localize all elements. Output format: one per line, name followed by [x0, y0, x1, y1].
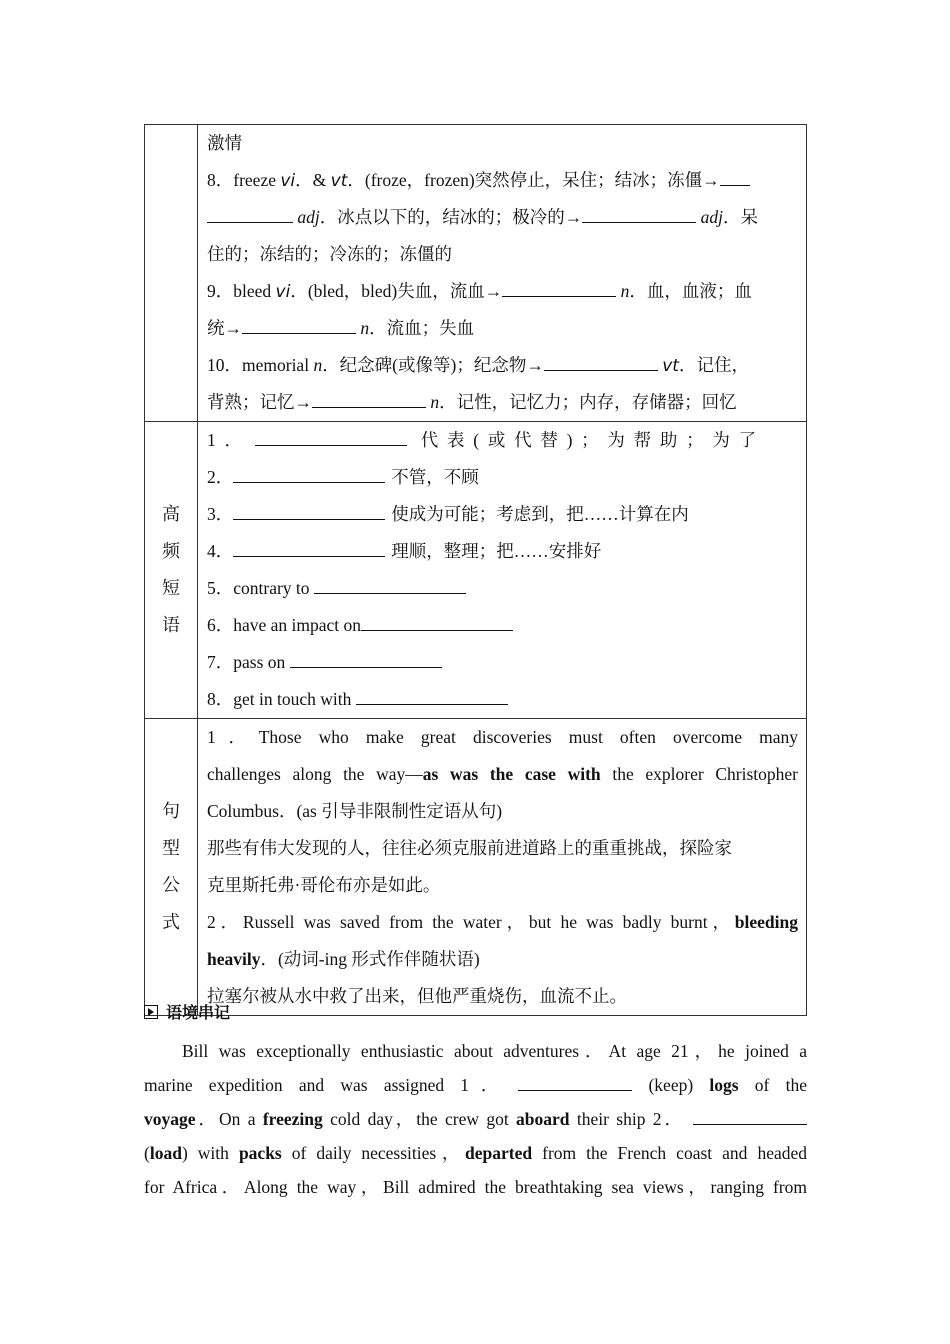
phrase-item-5: [207, 570, 798, 607]
vocab-continuation: 激情: [207, 133, 242, 153]
phrases-label: [162, 496, 180, 644]
answer-blank[interactable]: [242, 313, 356, 334]
play-triangle-icon: [144, 1005, 158, 1019]
phrase-item-3: [207, 496, 798, 533]
passage-text: from the French coast and headed: [532, 1143, 807, 1163]
item-number: 9．: [207, 281, 234, 301]
passage-text: of daily necessities，: [281, 1143, 466, 1163]
phrase-item-6: [207, 607, 798, 644]
item-number: 4．: [207, 541, 234, 561]
vocab-item-9-cont: [207, 310, 798, 347]
keyword: departed: [465, 1143, 533, 1163]
phrases-row: [145, 422, 807, 719]
passage-text: marine expedition and was assigned 1．: [144, 1075, 511, 1095]
answer-blank[interactable]: [290, 647, 442, 668]
headword: bleed: [233, 281, 276, 301]
phrase-item-8: [207, 681, 798, 718]
passage-line: [144, 1102, 807, 1136]
key-structure: heavily: [207, 949, 261, 969]
sentence-text: Columbus．(as 引导非限制性定语从句): [207, 801, 503, 821]
phrase-item-7: [207, 644, 798, 681]
part-of-speech: vt: [330, 171, 348, 191]
definition: ．血，血液；血: [629, 281, 752, 301]
definition: 统→: [207, 318, 242, 338]
sentence-text: 1．Those who make great discoveries must often overcome many: [207, 727, 798, 747]
definition: ．呆: [723, 207, 758, 227]
headword: freeze: [233, 170, 281, 190]
part-of-speech: n: [360, 318, 370, 338]
answer-blank[interactable]: [518, 1070, 632, 1091]
passage-text: (: [144, 1143, 150, 1163]
vocab-item-8: [207, 162, 798, 199]
keyword: logs: [709, 1075, 739, 1095]
part-of-speech: n: [620, 281, 630, 301]
item-number: 6．: [207, 615, 234, 635]
vocab-item-10-cont: [207, 384, 798, 421]
vocab-content: [198, 125, 807, 422]
passage-text: cold day，the crew got: [322, 1109, 517, 1129]
passage-text: Bill was exceptionally enthusiastic about adventures．At age 21，he joined a: [182, 1041, 807, 1061]
sentence-text: ．(动词-ing 形式作伴随状语): [260, 949, 480, 969]
answer-blank[interactable]: [356, 684, 508, 705]
item-number: 2．: [207, 467, 234, 487]
definition: ．记住，: [678, 355, 749, 375]
phrase-item-2: [207, 459, 798, 496]
vocab-item-10: [207, 347, 798, 384]
sentence-text: 2．Russell was saved from the water，but he was badly burnt，: [207, 912, 735, 932]
item-number: 1．: [207, 430, 251, 450]
sentence-1-translation: [207, 830, 798, 867]
label-char: 型: [162, 838, 180, 859]
passage-line: [144, 1136, 807, 1170]
section-title: 语境串记: [166, 1003, 231, 1022]
definition: ．冰点以下的，结冰的；极冷的→: [319, 207, 583, 227]
answer-blank[interactable]: [361, 610, 513, 631]
part-of-speech: vi: [275, 282, 291, 302]
definition: ．流血；失血: [369, 318, 475, 338]
answer-blank[interactable]: [233, 462, 385, 483]
definition: 住的；冻结的；冷冻的；冻僵的: [207, 244, 452, 264]
sentence-1-line: [207, 719, 798, 756]
separator: ．&: [295, 170, 331, 190]
definition: ．(bled，bled)失血，流血→: [290, 281, 503, 301]
label-char: 频: [162, 541, 180, 562]
keyword: load: [149, 1143, 182, 1163]
passage-text: (keep): [632, 1075, 710, 1095]
definition: ．纪念碑(或像等)；纪念物→: [322, 355, 544, 375]
vocab-label-cell: [145, 125, 198, 422]
answer-blank[interactable]: [233, 499, 385, 520]
item-number: 7．: [207, 652, 234, 672]
vocab-row: [145, 125, 807, 422]
passage-text: their ship 2．: [569, 1109, 685, 1129]
sentence-1-line: [207, 756, 798, 793]
passage-line: [144, 1034, 807, 1068]
phrase-text: pass on: [233, 652, 290, 672]
keyword: freezing: [262, 1109, 323, 1129]
passage-line: [144, 1170, 807, 1204]
answer-blank[interactable]: [207, 202, 293, 223]
phrase-meaning: 代表(或代替)；为帮助；为了: [420, 430, 765, 450]
part-of-speech: adj: [700, 207, 723, 227]
phrase-meaning: 理顺，整理；把……安排好: [391, 541, 602, 561]
passage-text: of the: [738, 1075, 807, 1095]
vocab-item-8-cont: [207, 236, 798, 273]
label-char: 句: [162, 801, 180, 822]
answer-blank[interactable]: [255, 425, 407, 446]
answer-blank[interactable]: [233, 536, 385, 557]
sentences-content: [198, 719, 807, 1016]
sentence-1-line: [207, 793, 798, 830]
vocabulary-table: [144, 124, 807, 1016]
definition: 背熟；记忆→: [207, 392, 312, 412]
phrase-meaning: 不管，不顾: [391, 467, 479, 487]
headword: memorial: [242, 355, 314, 375]
sentences-label: [162, 793, 180, 941]
passage-text: ．On a: [195, 1109, 263, 1129]
part-of-speech: vi: [280, 171, 296, 191]
part-of-speech: n: [313, 355, 323, 375]
keyword: voyage: [144, 1109, 196, 1129]
item-number: 8．: [207, 689, 234, 709]
label-char: 短: [162, 578, 180, 599]
label-char: 语: [162, 615, 180, 636]
answer-blank[interactable]: [314, 573, 466, 594]
definition: ．(froze，frozen)突然停止，呆住；结冰；冻僵→: [347, 170, 720, 190]
item-number: 3．: [207, 504, 234, 524]
sentence-text: challenges along the way—: [207, 764, 423, 784]
phrase-text: get in touch with: [233, 689, 356, 709]
vocab-item-8-cont: [207, 199, 798, 236]
vocab-item-9: [207, 273, 798, 310]
section-heading: [144, 1002, 230, 1024]
label-char: 公: [162, 875, 180, 896]
sentences-row: [145, 719, 807, 1016]
passage-line: [144, 1068, 807, 1102]
answer-blank[interactable]: [502, 276, 616, 297]
answer-blank[interactable]: [582, 202, 696, 223]
phrase-meaning: 使成为可能；考虑到，把……计算在内: [391, 504, 689, 524]
keyword: aboard: [516, 1109, 570, 1129]
phrase-text: have an impact on: [233, 615, 362, 635]
part-of-speech: n: [430, 392, 440, 412]
answer-blank[interactable]: [693, 1104, 807, 1125]
phrase-item-1: [207, 422, 798, 459]
part-of-speech: adj: [297, 207, 320, 227]
sentence-2-line: [207, 904, 798, 941]
passage-text: for Africa．Along the way，Bill admired the breathtaking sea views，ranging from: [144, 1177, 807, 1197]
sentence-1-translation: [207, 867, 798, 904]
definition: ．记性，记忆力；内存，存储器；回忆: [439, 392, 737, 412]
label-char: 高: [162, 504, 180, 525]
context-passage: [144, 1034, 807, 1204]
label-char: 式: [162, 912, 180, 933]
sentence-text: the explorer Christopher: [600, 764, 798, 784]
passage-text: ) with: [181, 1143, 239, 1163]
key-structure: as was the case with: [422, 764, 601, 784]
answer-blank[interactable]: [312, 387, 426, 408]
keyword: packs: [238, 1143, 282, 1163]
sentence-2-line: [207, 941, 798, 978]
translation-text: 拉塞尔被从水中救了出来，但他严重烧伤，血流不止。: [207, 986, 627, 1006]
key-structure: bleeding: [734, 912, 798, 932]
phrase-text: contrary to: [233, 578, 314, 598]
item-number: 10．: [207, 355, 242, 375]
item-number: 5．: [207, 578, 234, 598]
part-of-speech: vt: [662, 356, 679, 376]
phrase-item-4: [207, 533, 798, 570]
answer-blank[interactable]: [544, 350, 658, 371]
sentence-2-translation: [207, 978, 798, 1015]
vocab-line: [207, 125, 798, 162]
sentences-label-cell: [145, 719, 198, 1016]
answer-blank[interactable]: [720, 165, 750, 186]
translation-text: 那些有伟大发现的人，往往必须克服前进道路上的重重挑战，探险家: [207, 838, 732, 858]
item-number: 8．: [207, 170, 234, 190]
phrases-label-cell: [145, 422, 198, 719]
translation-text: 克里斯托弗·哥伦布亦是如此。: [207, 875, 441, 895]
phrases-content: [198, 422, 807, 719]
